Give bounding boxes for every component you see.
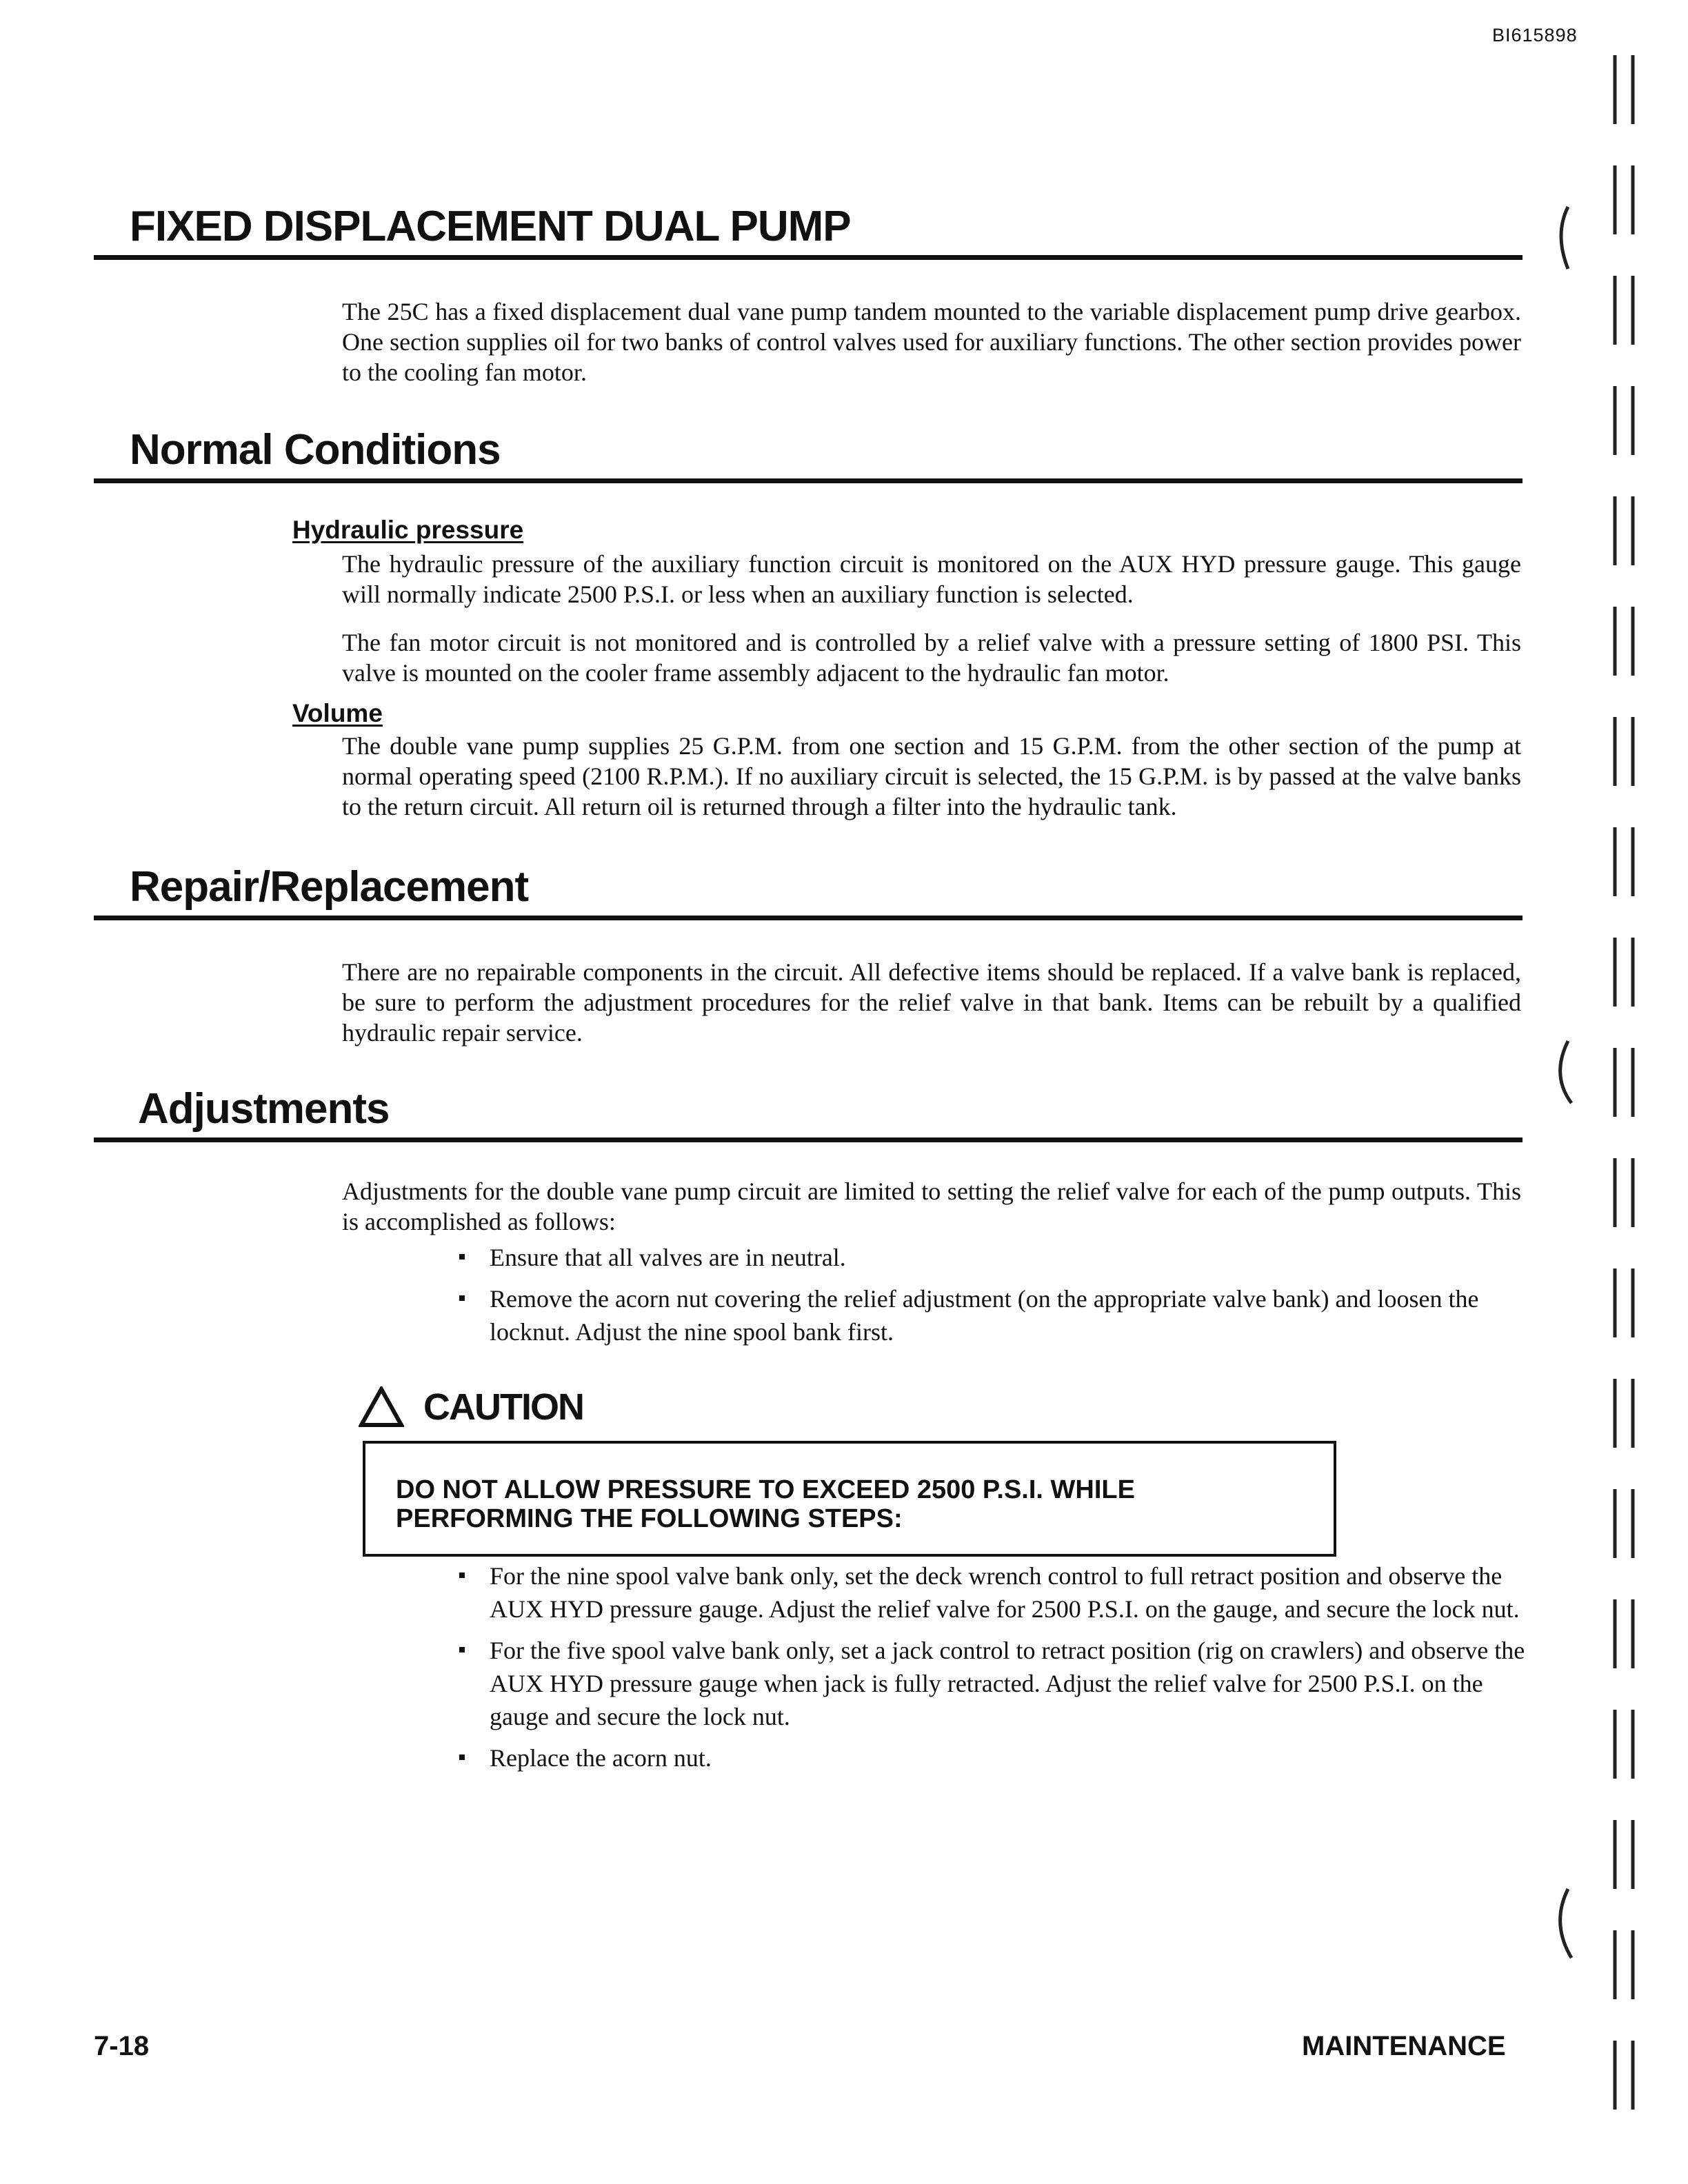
binder-margin-marks xyxy=(1547,41,1658,2178)
heading-adjustments: Adjustments xyxy=(138,1085,390,1133)
page-number: 7-18 xyxy=(94,2031,150,2061)
hydraulic-pressure-paragraph-1: The hydraulic pressure of the auxiliary function circuit is monitored on the AUX HYD pressure gauge. This gauge will normally indicate 2500 P.S.I. or less when an auxiliary function is selected. xyxy=(342,550,1521,608)
document-id: BI615898 xyxy=(1492,25,1578,46)
heading-rule xyxy=(94,255,1523,260)
heading-fixed-displacement: FIXED DISPLACEMENT DUAL PUMP xyxy=(130,203,851,250)
heading-rule xyxy=(94,1138,1523,1142)
caution-heading xyxy=(359,1383,583,1431)
warning-triangle-icon xyxy=(359,1386,404,1428)
subheading-volume: Volume xyxy=(292,699,383,727)
list-item: For the nine spool valve bank only, set the deck wrench control to full retract position and observe the AUX HYD pressure gauge. Adjust the relief valve for 2500 P.S.I. on the gauge, and secure the lock nut. xyxy=(459,1559,1535,1626)
caution-box xyxy=(363,1441,1336,1557)
adjustments-intro-paragraph: Adjustments for the double vane pump circuit are limited to setting the relief valve for each of the pump outputs. This is accomplished as follows: xyxy=(342,1177,1521,1235)
caution-label: CAUTION xyxy=(423,1386,583,1428)
heading-rule xyxy=(94,916,1523,920)
list-item: Ensure that all valves are in neutral. xyxy=(459,1241,1535,1274)
hydraulic-pressure-paragraph-2: The fan motor circuit is not monitored and is controlled by a relief valve with a pressure setting of 1800 PSI. This valve is mounted on the cooler frame assembly adjacent to the hydraulic fan motor. xyxy=(342,629,1521,687)
heading-normal-conditions: Normal Conditions xyxy=(130,426,501,474)
caution-text: DO NOT ALLOW PRESSURE TO EXCEED 2500 P.S.I. WHILE PERFORMING THE FOLLOWING STEPS: xyxy=(396,1475,1135,1533)
list-item: For the five spool valve bank only, set a jack control to retract position (rig on crawlers) and observe the AUX HYD pressure gauge when jack is fully retracted. Adjust the relief valve for 2500 P.S.I. on the gauge and secure the lock nut. xyxy=(459,1634,1535,1733)
subheading-hydraulic-pressure: Hydraulic pressure xyxy=(292,516,524,544)
list-item: Remove the acorn nut covering the relief adjustment (on the appropriate valve bank) and loosen the locknut. Adjust the nine spool bank first. xyxy=(459,1282,1535,1348)
volume-paragraph: The double vane pump supplies 25 G.P.M. from one section and 15 G.P.M. from the other section of the pump at normal operating speed (2100 R.P.M.). If no auxiliary circuit is selected, the 15 G.P.M. is by passed at the valve banks to the return circuit. All return oil is returned through a filter into the hydraulic tank. xyxy=(342,732,1521,820)
adjustment-steps-list-continued xyxy=(459,1559,1535,1783)
heading-repair-replacement: Repair/Replacement xyxy=(130,863,529,911)
list-item: Replace the acorn nut. xyxy=(459,1741,1535,1775)
fixed-displacement-paragraph: The 25C has a fixed displacement dual vane pump tandem mounted to the variable displacement pump drive gearbox. One section supplies oil for two banks of control valves used for auxiliary functions. The other section provides power to the cooling fan motor. xyxy=(342,298,1521,386)
repair-paragraph: There are no repairable components in the circuit. All defective items should be replaced. If a valve bank is replaced, be sure to perform the adjustment procedures for the relief valve in that bank. Items can be rebuilt by a qualified hydraulic repair service. xyxy=(342,958,1521,1046)
adjustment-steps-list xyxy=(459,1241,1535,1357)
heading-rule xyxy=(94,478,1523,483)
footer-section-name: MAINTENANCE xyxy=(1302,2031,1506,2061)
